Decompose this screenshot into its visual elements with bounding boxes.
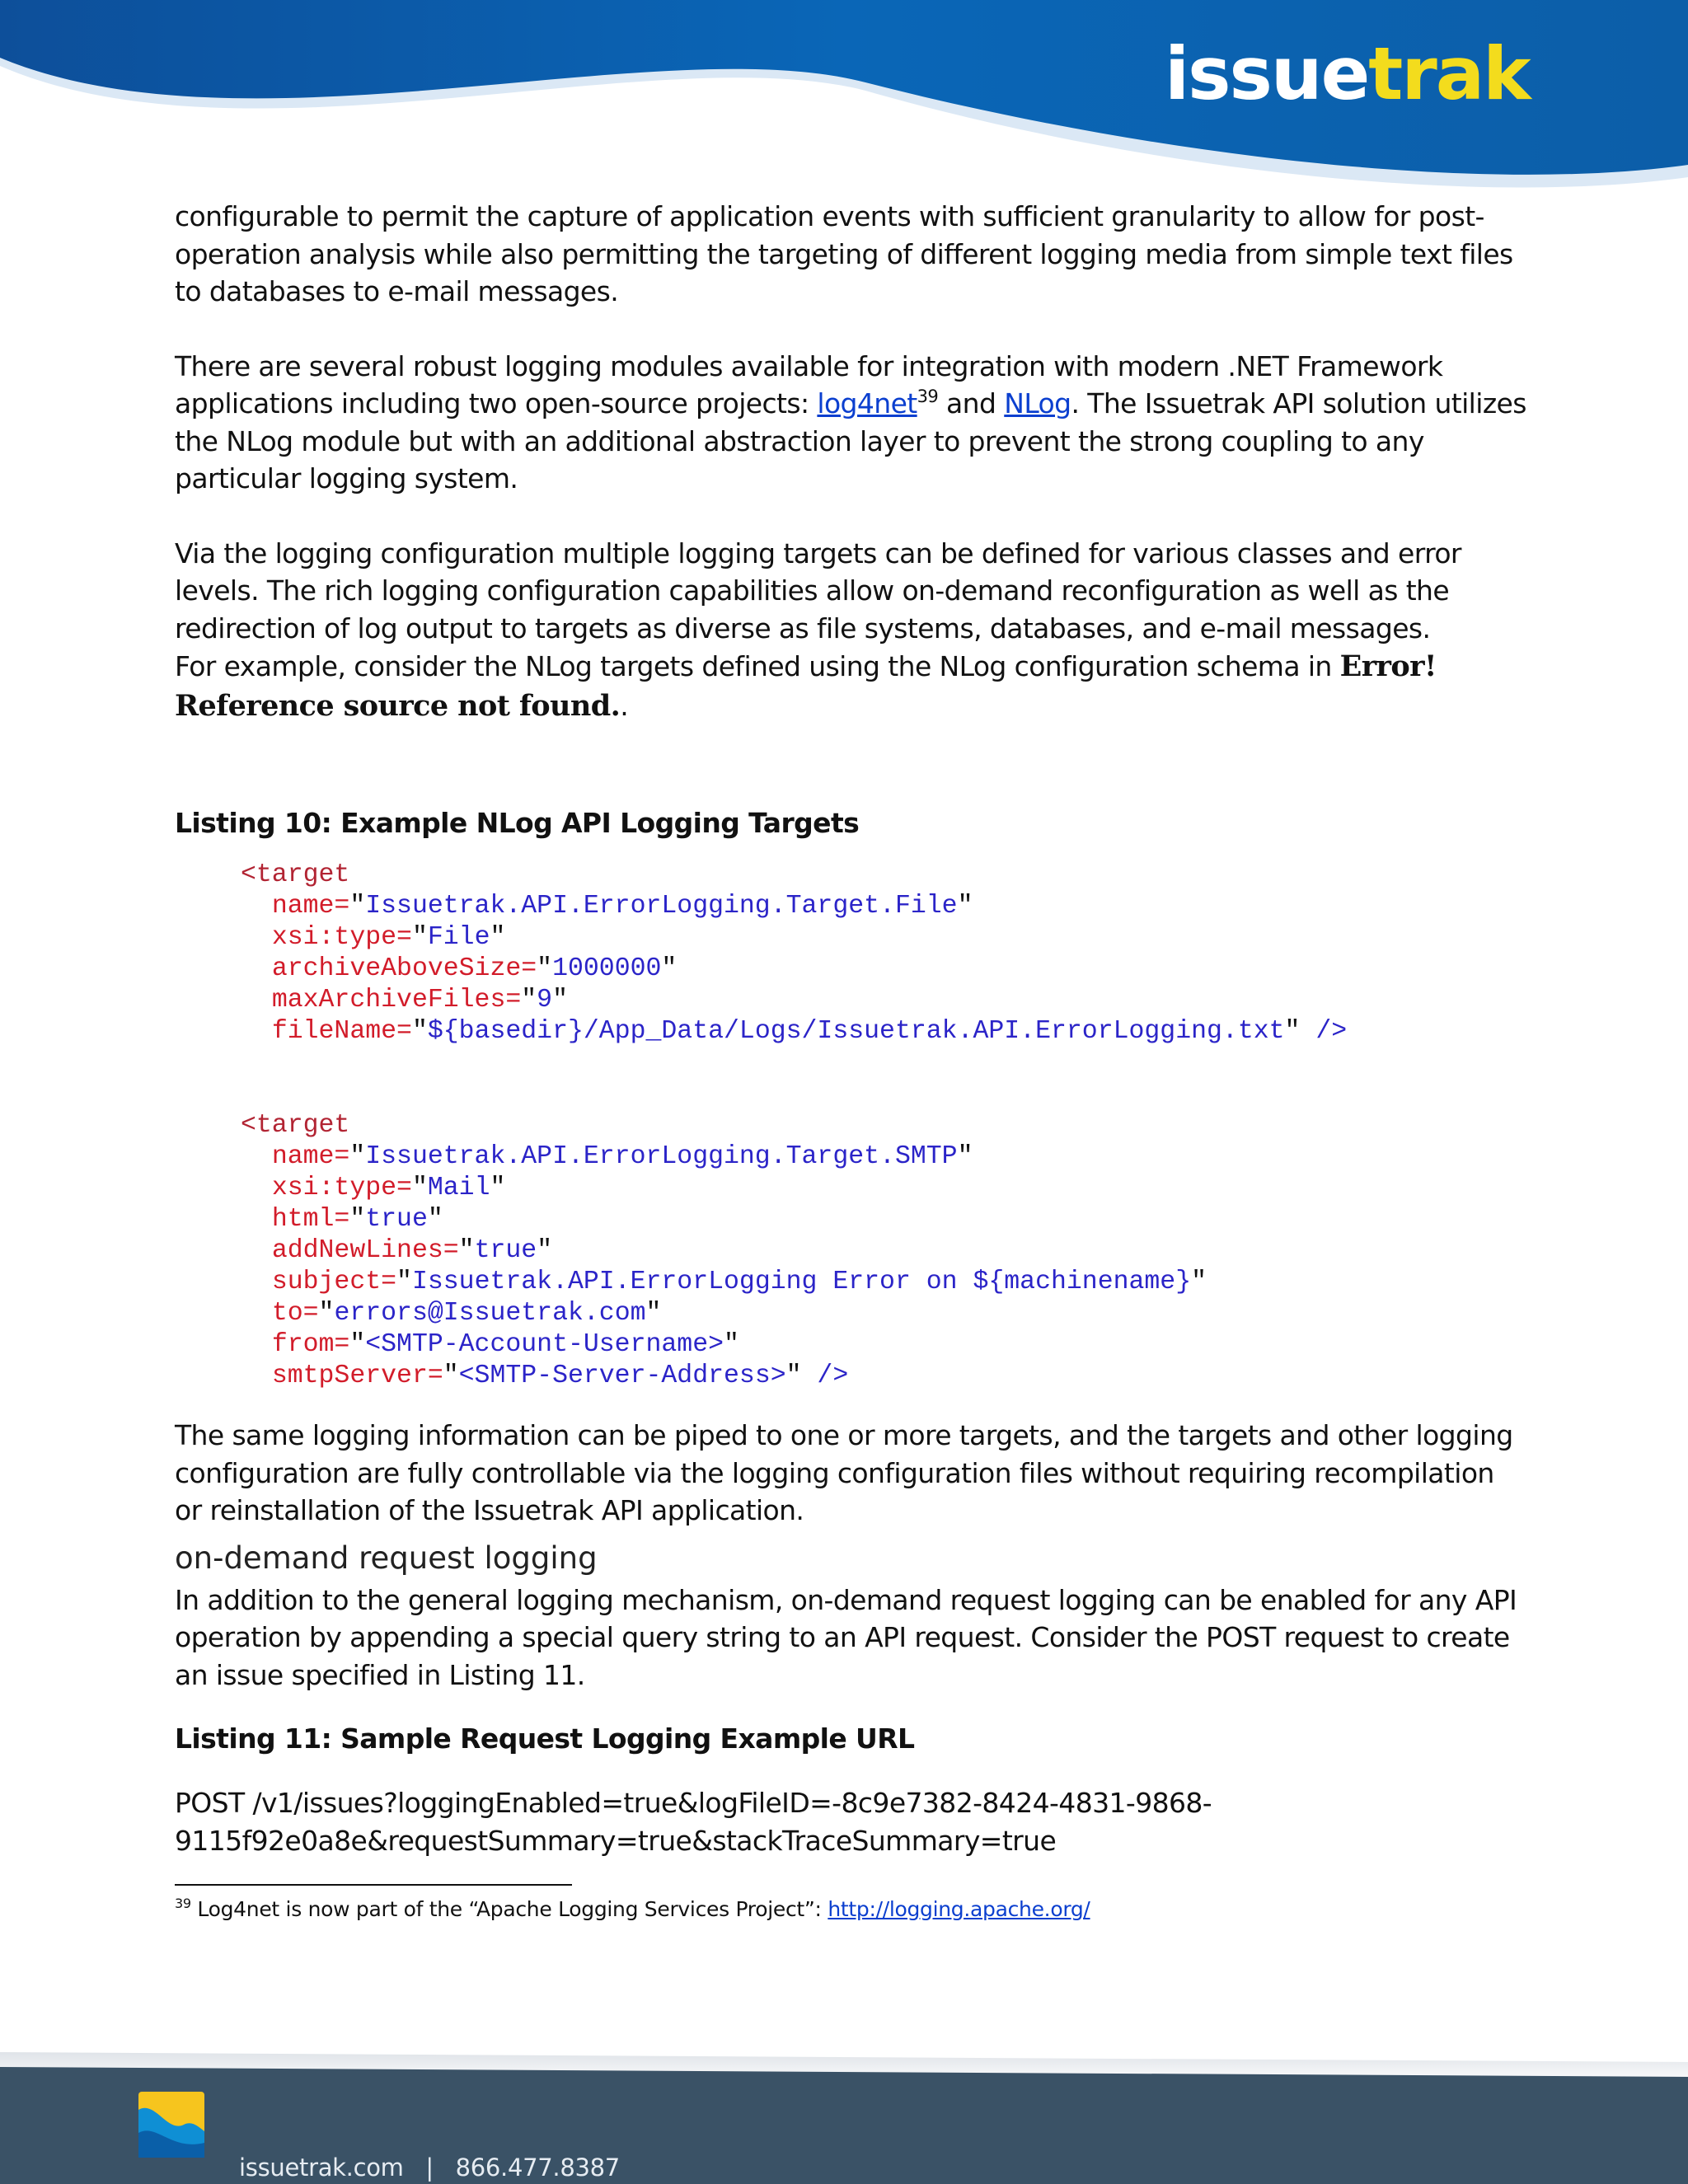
code-line: fileName="${basedir}/App_Data/Logs/Issuetrak.API.ErrorLogging.txt" /> bbox=[271, 1017, 1348, 1046]
footer-contact: issuetrak.com | 866.477.8387 bbox=[239, 2154, 620, 2182]
code-line: to="errors@Issuetrak.com" bbox=[271, 1299, 662, 1328]
nlog-link[interactable]: NLog bbox=[1004, 387, 1071, 419]
code-line: addNewLines="true" bbox=[271, 1236, 553, 1265]
log4net-link[interactable]: log4net bbox=[817, 387, 917, 419]
paragraph-example: For example, consider the NLog targets defined using the NLog configuration schema in Error! Reference source not found.. bbox=[175, 649, 1437, 723]
listing-11-title: Listing 11: Sample Request Logging Example URL bbox=[175, 1722, 915, 1755]
code-line: name="Issuetrak.API.ErrorLogging.Target.File" bbox=[271, 892, 973, 921]
issuetrak-mark-icon bbox=[138, 2092, 204, 2158]
code-line: name="Issuetrak.API.ErrorLogging.Target.SMTP" bbox=[271, 1142, 973, 1171]
paragraph-same-logging: The same logging information can be piped to one or more targets, and the targets and other logging configuration are fully controllable via the logging configuration files without requiring recompilation or reinstallation of the Issuetrak API application. bbox=[175, 1419, 1513, 1526]
request-url-line: POST /v1/issues?loggingEnabled=true&logFileID=-8c9e7382-8424-4831-9868- bbox=[175, 1787, 1212, 1819]
issuetrak-logo: issuetrak bbox=[1165, 31, 1530, 116]
code-line: archiveAboveSize="1000000" bbox=[271, 954, 678, 983]
document-body bbox=[175, 198, 1526, 1924]
request-url-line: 9115f92e0a8e&requestSummary=true&stackTraceSummary=true bbox=[175, 1824, 1057, 1857]
paragraph-logging-modules: There are several robust logging modules available for integration with modern .NET Framework applications including two open-source projects: log4net$^{39}$ and NLog. The Issuetrak API solution utilizes the NLog module but with an additional abstraction layer to prevent the strong coupling to any particular logging system. bbox=[175, 349, 1526, 494]
listing-10-title: Listing 10: Example NLog API Logging Targets bbox=[175, 807, 860, 839]
code-line: maxArchiveFiles="9" bbox=[271, 986, 568, 1015]
apache-logging-link[interactable]: http://logging.apache.org/ bbox=[828, 1897, 1090, 1921]
code-line: xsi:type="File" bbox=[271, 923, 506, 952]
code-listing-10 bbox=[241, 860, 1526, 1392]
code-line: <target bbox=[241, 1111, 350, 1140]
code-line: smtpServer="<SMTP-Server-Address>" /> bbox=[271, 1361, 849, 1390]
code-line: <target bbox=[241, 860, 350, 889]
reference-error: Error! Reference source not found. bbox=[175, 649, 1437, 723]
footnote: $^{39}$ Log4net is now part of the “Apache Logging Services Project”: http://logging.apache.org/ bbox=[175, 1896, 1090, 1921]
code-line: xsi:type="Mail" bbox=[271, 1174, 506, 1202]
section-heading: on-demand request logging bbox=[175, 1540, 598, 1576]
code-line: from="<SMTP-Account-Username>" bbox=[271, 1330, 739, 1359]
paragraph-intro: configurable to permit the capture of application events with sufficient granularity to allow for post-operation analysis while also permitting the targeting of different logging media from simple text files to databases to e-mail messages. bbox=[175, 200, 1513, 307]
paragraph-on-demand: In addition to the general logging mechanism, on-demand request logging can be enabled for any API operation by appending a special query string to an API request. Consider the POST request to create an issue specified in Listing 11. bbox=[175, 1583, 1517, 1691]
footnote-ref[interactable]: 39 bbox=[917, 387, 939, 406]
code-line: html="true" bbox=[271, 1205, 443, 1234]
code-line: subject="Issuetrak.API.ErrorLogging Error on ${machinename}" bbox=[271, 1268, 1207, 1296]
paragraph-logging-targets: Via the logging configuration multiple logging targets can be defined for various classes and error levels. The rich logging configuration capabilities allow on-demand reconfiguration as well as the redirection of log output to targets as diverse as file systems, databases, and e-mail messages. bbox=[175, 537, 1461, 644]
